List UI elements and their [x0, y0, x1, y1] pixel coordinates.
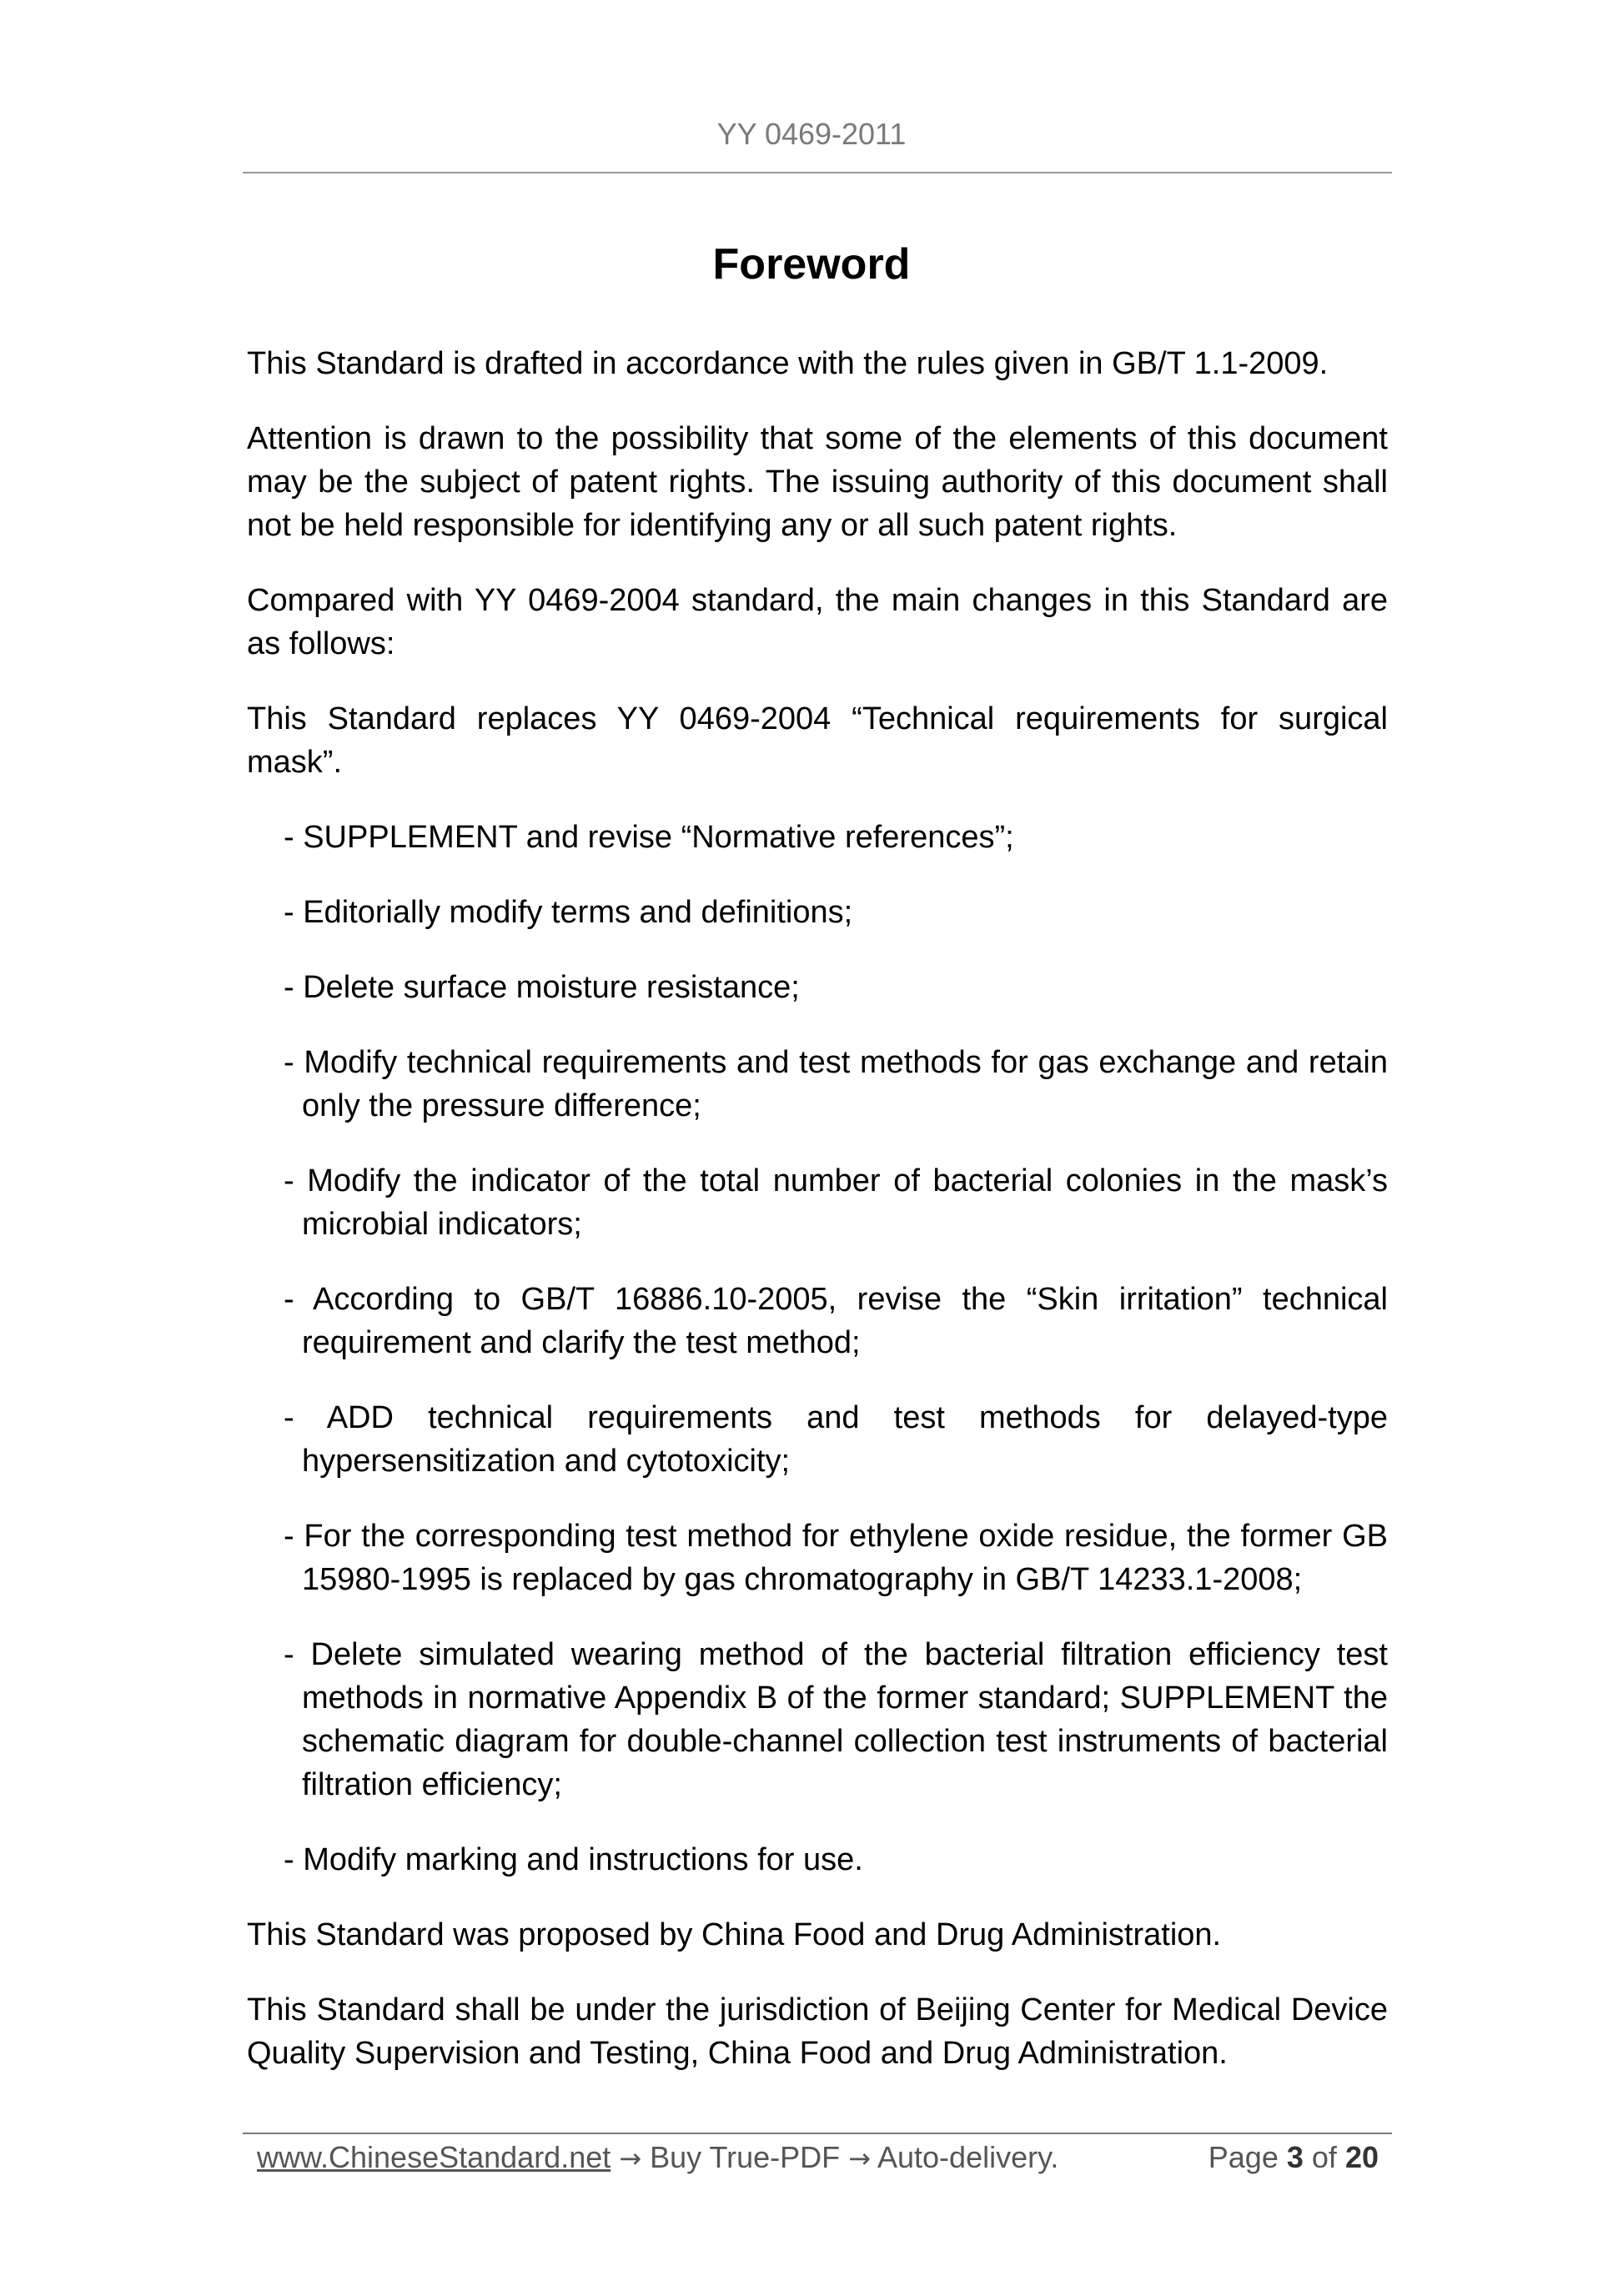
arrow-right-icon: → — [619, 2143, 642, 2174]
paragraph-replaces: This Standard replaces YY 0469-2004 “Technical requirements for surgical mask”. — [247, 701, 1388, 780]
foreword-body — [247, 342, 1388, 2107]
paragraph-patent-notice: Attention is drawn to the possibility that some of the elements of this document may be the subject of patent rights. The issuing authority of this document shall not be held responsible for identifying any or all such patent rights. — [247, 421, 1388, 543]
page-footer — [257, 2136, 1379, 2179]
auto-delivery-text: Auto-delivery. — [877, 2140, 1059, 2174]
arrow-right-icon: → — [848, 2143, 871, 2174]
list-item: - SUPPLEMENT and revise “Normative references”; — [284, 820, 1014, 855]
list-item: - Modify the indicator of the total number of bacterial colonies in the mask’s microbial indicators; — [284, 1163, 1388, 1242]
header-divider — [243, 172, 1392, 173]
page-current: 3 — [1286, 2140, 1304, 2174]
footer-divider — [243, 2133, 1392, 2134]
of-label: of — [1311, 2140, 1337, 2174]
page-total: 20 — [1344, 2140, 1379, 2174]
document-code-header: YY 0469-2011 — [716, 117, 907, 151]
buy-true-pdf-text: Buy True-PDF — [650, 2140, 841, 2174]
list-item: - According to GB/T 16886.10-2005, revise the “Skin irritation” technical requirement and clarify the test method; — [284, 1282, 1388, 1360]
page-label: Page — [1208, 2140, 1279, 2174]
paragraph-drafting-rules: This Standard is drafted in accordance with the rules given in GB/T 1.1-2009. — [247, 346, 1329, 381]
list-item: - Delete surface moisture resistance; — [284, 970, 800, 1005]
paragraph-comparison: Compared with YY 0469-2004 standard, the main changes in this Standard are as follows: — [247, 583, 1388, 661]
changes-list — [247, 816, 1388, 1882]
list-item: - Editorially modify terms and definitions; — [284, 895, 853, 930]
list-item: - Modify marking and instructions for use. — [284, 1842, 863, 1877]
website-link[interactable]: www.ChineseStandard.net — [257, 2140, 611, 2174]
list-item: - Modify technical requirements and test methods for gas exchange and retain only the pressure difference; — [284, 1045, 1388, 1123]
list-item: - For the corresponding test method for ethylene oxide residue, the former GB 15980-1995 is replaced by gas chromatography in GB/T 14233.1-2008; — [284, 1519, 1388, 1597]
list-item: - ADD technical requirements and test methods for delayed-type hypersensitization and cytotoxicity; — [284, 1400, 1388, 1479]
page-title: Foreword — [712, 240, 911, 289]
page-number — [1208, 2136, 1379, 2179]
paragraph-proposed-by: This Standard was proposed by China Food and Drug Administration. — [247, 1917, 1222, 1952]
paragraph-jurisdiction: This Standard shall be under the jurisdiction of Beijing Center for Medical Device Quality Supervision and Testing, China Food and Drug Administration. — [247, 1992, 1388, 2071]
list-item: - Delete simulated wearing method of the bacterial filtration efficiency test methods in normative Appendix B of the former standard; SUPPLEMENT the schematic diagram for double-channel collection test instruments of bacterial filtration efficiency; — [284, 1637, 1388, 1802]
